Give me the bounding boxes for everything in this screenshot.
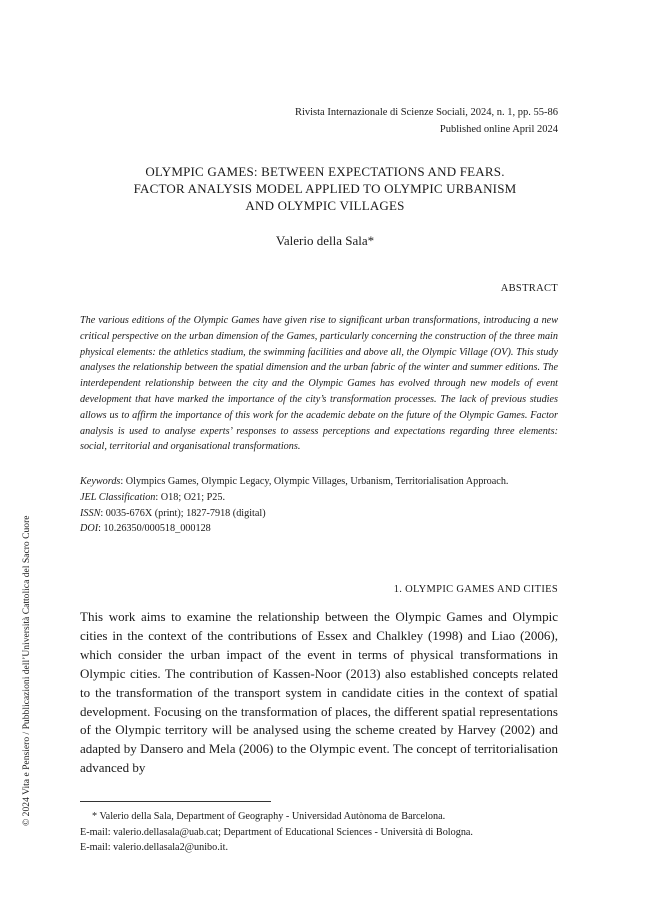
issn-line: ISSN: 0035-676X (print); 1827-7918 (digital) [80,507,266,519]
abstract-heading: ABSTRACT [500,283,558,294]
body-paragraph: This work aims to examine the relationship between the Olympic Games and Olympic cities in the context of the contributions of Essex and Chalkley (1998) and Liao (2006), which consider the urban impact of the event in terms of physical transformations in Olympic cities. The contribution of Kassen-Noor (2013) also established concepts related to the transformation of the transport system in candidate cities in the context of spatial development. Focusing on the transformation of places, the different spatial representations of the Olympic territory will be analysed using the scheme created by Harvey (2002) and adapted by Dansero and Mela (2006) to the Olympic event. The concept of territorialisation advanced by [80,609,558,776]
paper-title [80,163,570,214]
title-line: AND OLYMPIC VILLAGES [245,198,405,213]
copyright-sidebar [20,470,34,826]
issn-value: 0035-676X (print); 1827-7918 (digital) [105,507,266,519]
issn-label: ISSN [80,507,101,519]
jel-value: O18; O21; P25. [160,491,226,503]
journal-citation: Rivista Internazionale di Scienze Sociali, 2024, n. 1, pp. 55-86 [294,107,558,118]
jel-line: JEL Classification: O18; O21; P25. [80,491,226,503]
footnote [80,809,558,856]
doi-value: 10.26350/000518_000128 [103,523,211,535]
footnote-line: * Valerio della Sala, Department of Geography - Universidad Autònoma de Barcelona. [92,811,446,822]
author-name: Valerio della Sala* [275,233,375,248]
section-heading: 1. OLYMPIC GAMES AND CITIES [393,584,558,595]
article-metadata [80,474,558,537]
journal-info [295,104,558,138]
copyright-text: © 2024 Vita e Pensiero / Pubblicazioni dell’Università Cattolica del Sacro Cuore [21,515,32,826]
published-date: Published online April 2024 [439,124,558,135]
footnote-line: E-mail: valerio.dellasala@uab.cat; Department of Educational Sciences - Università di Bologna. [80,826,473,838]
keywords-value: Olympics Games, Olympic Legacy, Olympic Villages, Urbanism, Territorialisation Approach. [125,476,509,487]
jel-label: JEL Classification [80,491,156,503]
title-line: OLYMPIC GAMES: BETWEEN EXPECTATIONS AND FEARS. [145,164,505,179]
doi-label: DOI [80,523,99,535]
title-line: FACTOR ANALYSIS MODEL APPLIED TO OLYMPIC URBANISM [133,181,517,196]
doi-line: DOI: 10.26350/000518_000128 [80,523,211,535]
footnote-divider [80,801,271,802]
abstract-text: The various editions of the Olympic Games have given rise to significant urban transformations, introducing a new critical perspective on the urban dimension of the Games, particularly concerning the construction of the three main physical elements: the athletics stadium, the swimming facilities and above all, the Olympic Village (OV). This study analyses the relationship between the spatial dimension and the urban fabric of the winter and summer editions. The interdependent relationship between the city and the Olympic Games has evolved through new models of event development that have marked the importance of the city’s transformation processes. The lack of previous studies allows us to affirm the importance of this work for the academic debate on the future of the Olympic Games. Factor analysis is used to analyse experts’ responses to assess perceptions and expectations regarding three elements: social, territorial and organisational transformations. [80,315,558,453]
keywords-line: Keywords: Olympics Games, Olympic Legacy, Olympic Villages, Urbanism, Territorialisation Approach. [80,476,509,487]
footnote-line: E-mail: valerio.dellasala2@unibo.it. [80,842,229,853]
keywords-label: Keywords [80,476,121,487]
